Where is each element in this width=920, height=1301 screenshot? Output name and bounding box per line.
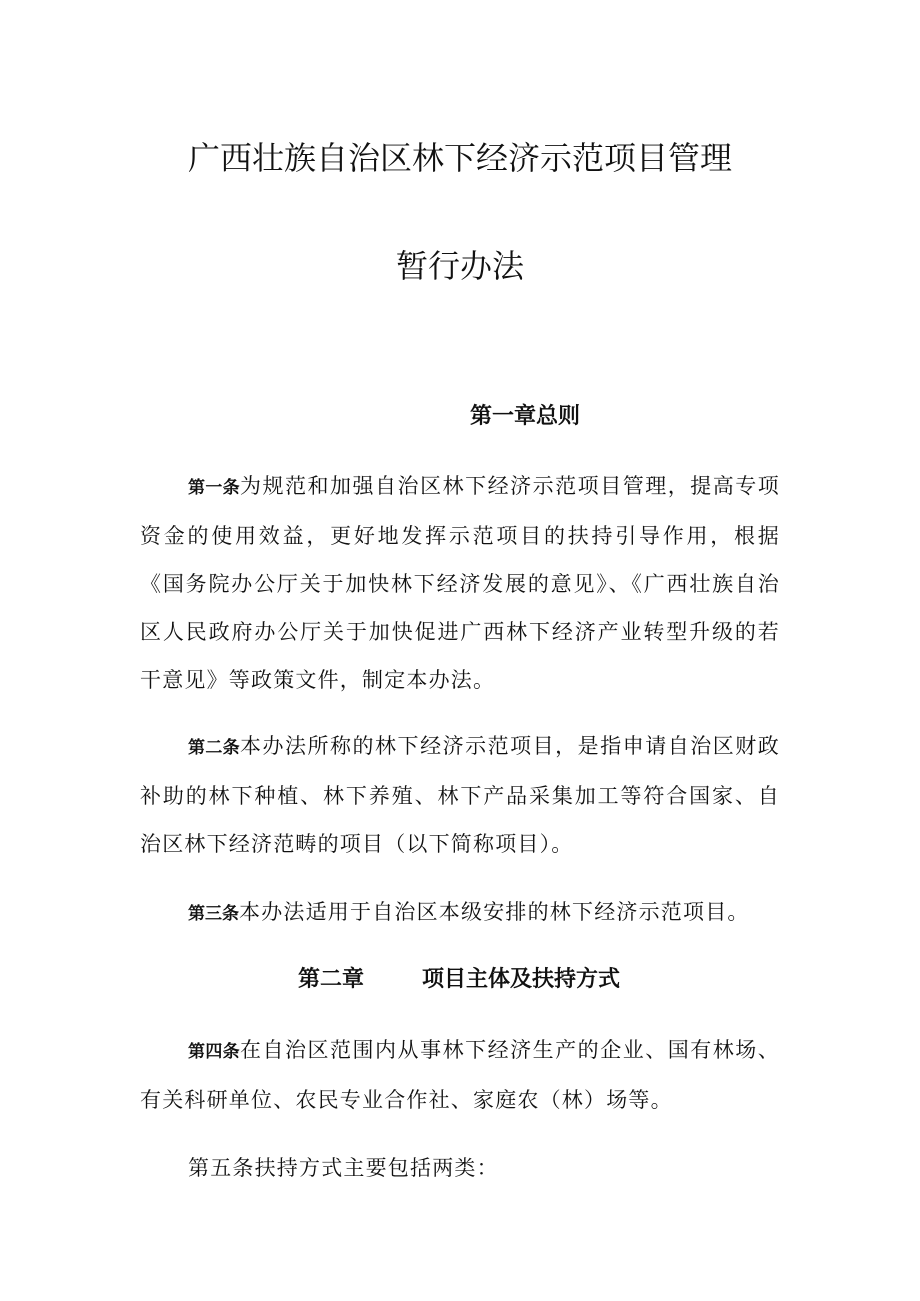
chapter-2-number: 第二章 — [298, 967, 365, 992]
document-title-line-1: 广西壮族自治区林下经济示范项目管理 — [187, 139, 732, 177]
article-3-text: 本办法适用于自治区本级安排的林下经济示范项目。 — [239, 900, 750, 924]
article-4 — [140, 1026, 780, 1124]
article-5 — [140, 1144, 780, 1192]
article-4-text: 在自治区范围内从事林下经济生产的企业、国有林场、有关科研单位、农民专业合作社、家庭农（林）场等。 — [140, 1038, 780, 1112]
article-4-label: 第四条 — [188, 1042, 240, 1062]
chapter-1-heading: 第一章总则 — [470, 404, 581, 429]
chapter-2-name: 项目主体及扶持方式 — [422, 967, 621, 992]
article-2 — [140, 722, 780, 868]
document-title-line-2: 暂行办法 — [395, 247, 524, 285]
article-1-text: 为规范和加强自治区林下经济示范项目管理，提高专项资金的使用效益，更好地发挥示范项目的扶持引导作用，根据《国务院办公厅关于加快林下经济发展的意见》、《广西壮族自治区人民政府办公厅关于加快促进广西林下经济产业转型升级的若干意见》等政策文件，制定本办法。 — [140, 474, 780, 692]
article-3-label: 第三条 — [188, 904, 239, 924]
article-2-label: 第二条 — [188, 738, 240, 758]
article-3 — [140, 888, 780, 938]
article-5-text: 第五条扶持方式主要包括两类： — [188, 1156, 499, 1180]
article-2-text: 本办法所称的林下经济示范项目，是指申请自治区财政补助的林下种植、林下养殖、林下产品采集加工等符合国家、自治区林下经济范畴的项目（以下简称项目）。 — [140, 734, 780, 856]
article-1 — [140, 462, 780, 704]
article-1-label: 第一条 — [188, 478, 240, 498]
chapter-2-heading — [298, 965, 620, 995]
